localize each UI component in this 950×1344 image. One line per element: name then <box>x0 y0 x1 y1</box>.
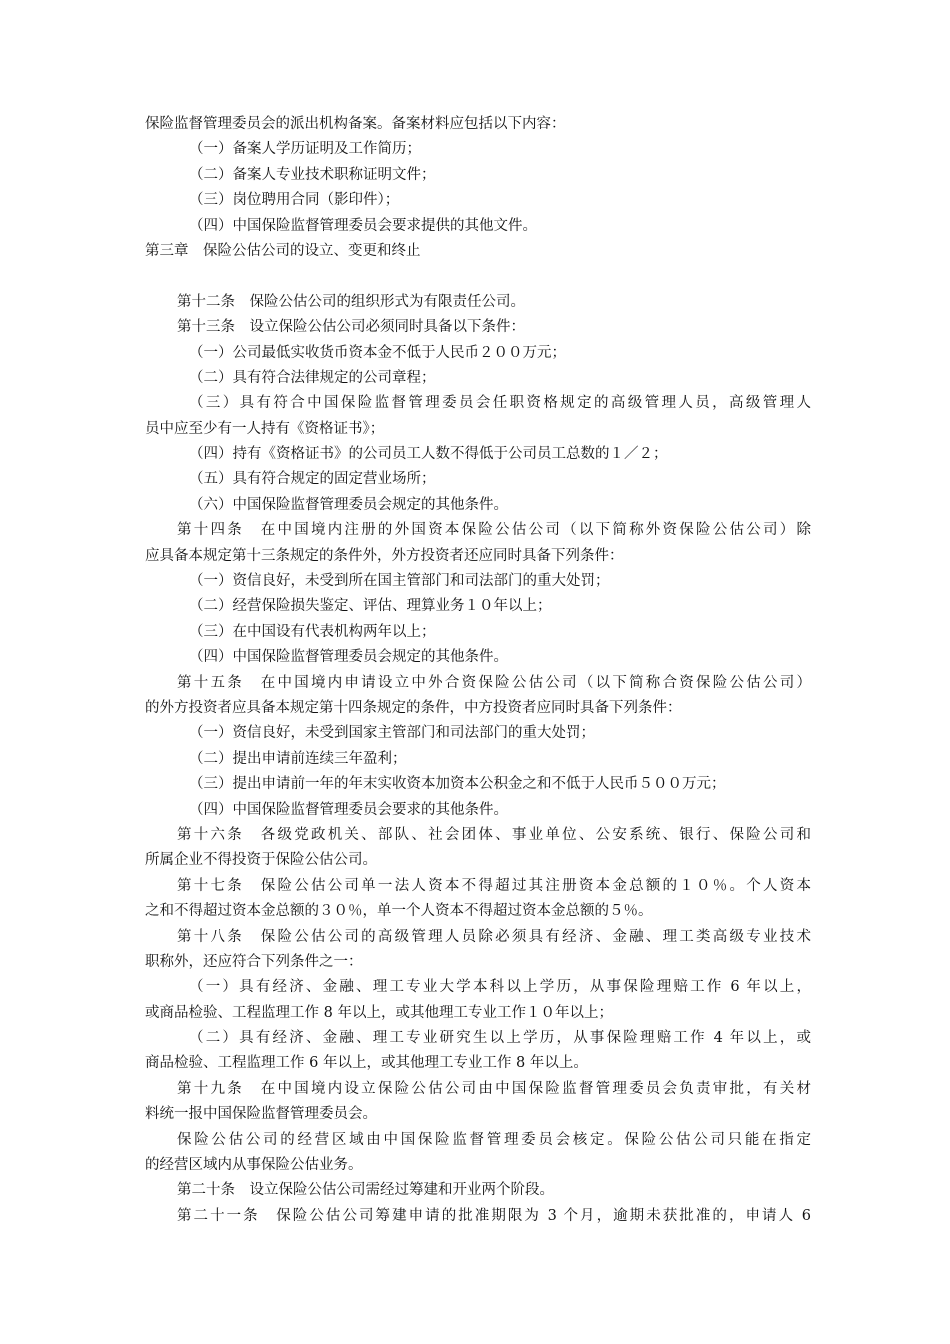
text-line: （一）备案人学历证明及工作简历； <box>189 141 421 158</box>
text-line: （一）公司最低实收货币资本金不低于人民币２００万元； <box>189 344 566 361</box>
text-line: （二）提出申请前连续三年盈利； <box>189 750 407 767</box>
text-line: 料统一报中国保险监督管理委员会。 <box>145 1106 377 1123</box>
text-line: （二）具有符合法律规定的公司章程； <box>189 369 436 386</box>
text-line: （三）岗位聘用合同（影印件）； <box>189 192 400 209</box>
text-line: 员中应至少有一人持有《资格证书》； <box>145 420 385 437</box>
blank-line <box>145 264 811 289</box>
text-line: 第十七条 保险公估公司单一法人资本不得超过其注册资本金总额的１０％。个人资本 <box>177 877 811 894</box>
text-line: 保险公估公司的经营区域由中国保险监督管理委员会核定。保险公估公司只能在指定 <box>177 1131 811 1148</box>
text-line: 保险监督管理委员会的派出机构备案。备案材料应包括以下内容： <box>145 116 566 132</box>
text-line: 第十八条 保险公估公司的高级管理人员除必须具有经济、金融、理工类高级专业技术 <box>177 928 811 945</box>
text-line: （四）中国保险监督管理委员会规定的其他条件。 <box>189 649 508 666</box>
text-line: （四）中国保险监督管理委员会要求的其他条件。 <box>189 801 508 818</box>
text-line: （六）中国保险监督管理委员会规定的其他条件。 <box>189 496 508 513</box>
text-line: （五）具有符合规定的固定营业场所； <box>189 471 436 488</box>
text-line: 应具备本规定第十三条规定的条件外，外方投资者还应同时具备下列条件： <box>145 547 624 564</box>
text-line: （二）经营保险损失鉴定、评估、理算业务１０年以上； <box>189 598 552 615</box>
text-line: 第十五条 在中国境内申请设立中外合资保险公估公司（以下简称合资保险公估公司） <box>177 674 811 691</box>
text-line: （二）备案人专业技术职称证明文件； <box>189 166 436 183</box>
text-line: 第二十条 设立保险公估公司需经过筹建和开业两个阶段。 <box>177 1182 554 1199</box>
text-line: 之和不得超过资本金总额的３０％，单一个人资本不得超过资本金总额的５％。 <box>145 903 653 920</box>
text-line: （一）资信良好，未受到所在国主管部门和司法部门的重大处罚； <box>189 573 610 590</box>
text-line: （四）持有《资格证书》的公司员工人数不得低于公司员工总数的１／２； <box>189 446 668 463</box>
text-line: 第十六条 各级党政机关、部队、社会团体、事业单位、公安系统、银行、保险公司和 <box>177 826 811 843</box>
text-line: 第三章 保险公估公司的设立、变更和终止 <box>145 242 421 259</box>
text-line: （一）具有经济、金融、理工专业大学本科以上学历，从事保险理赔工作 6 年以上， <box>189 979 811 996</box>
text-line: 商品检验、工程监理工作 6 年以上，或其他理工专业工作 8 年以上。 <box>145 1055 588 1072</box>
document-page <box>145 112 811 1229</box>
text-line: （三）在中国设有代表机构两年以上； <box>189 623 436 640</box>
text-line: （四）中国保险监督管理委员会要求提供的其他文件。 <box>189 217 537 234</box>
text-line: 第十四条 在中国境内注册的外国资本保险公估公司（以下简称外资保险公估公司）除 <box>177 522 811 539</box>
text-line: 所属企业不得投资于保险公估公司。 <box>145 852 377 869</box>
text-line: 的外方投资者应具备本规定第十四条规定的条件，中方投资者应同时具备下列条件： <box>145 699 682 716</box>
text-line: 第十九条 在中国境内设立保险公估公司由中国保险监督管理委员会负责审批，有关材 <box>177 1080 811 1097</box>
text-line: 职称外，还应符合下列条件之一： <box>145 953 363 970</box>
text-line: （三）提出申请前一年的年末实收资本加资本公积金之和不低于人民币５００万元； <box>189 776 726 793</box>
text-line: 第十三条 设立保险公估公司必须同时具备以下条件： <box>177 319 525 336</box>
text-line: 或商品检验、工程监理工作 8 年以上，或其他理工专业工作１０年以上； <box>145 1004 613 1021</box>
text-line: 第十二条 保险公估公司的组织形式为有限责任公司。 <box>177 293 525 310</box>
text-line: （二）具有经济、金融、理工专业研究生以上学历，从事保险理赔工作 4 年以上，或 <box>189 1030 811 1047</box>
text-line: （三）具有符合中国保险监督管理委员会任职资格规定的高级管理人员，高级管理人 <box>189 395 811 412</box>
text-line: （一）资信良好，未受到国家主管部门和司法部门的重大处罚； <box>189 725 595 742</box>
text-line: 的经营区域内从事保险公估业务。 <box>145 1157 363 1174</box>
text-line: 第二十一条 保险公估公司筹建申请的批准期限为 3 个月，逾期未获批准的，申请人 6 <box>177 1207 811 1224</box>
